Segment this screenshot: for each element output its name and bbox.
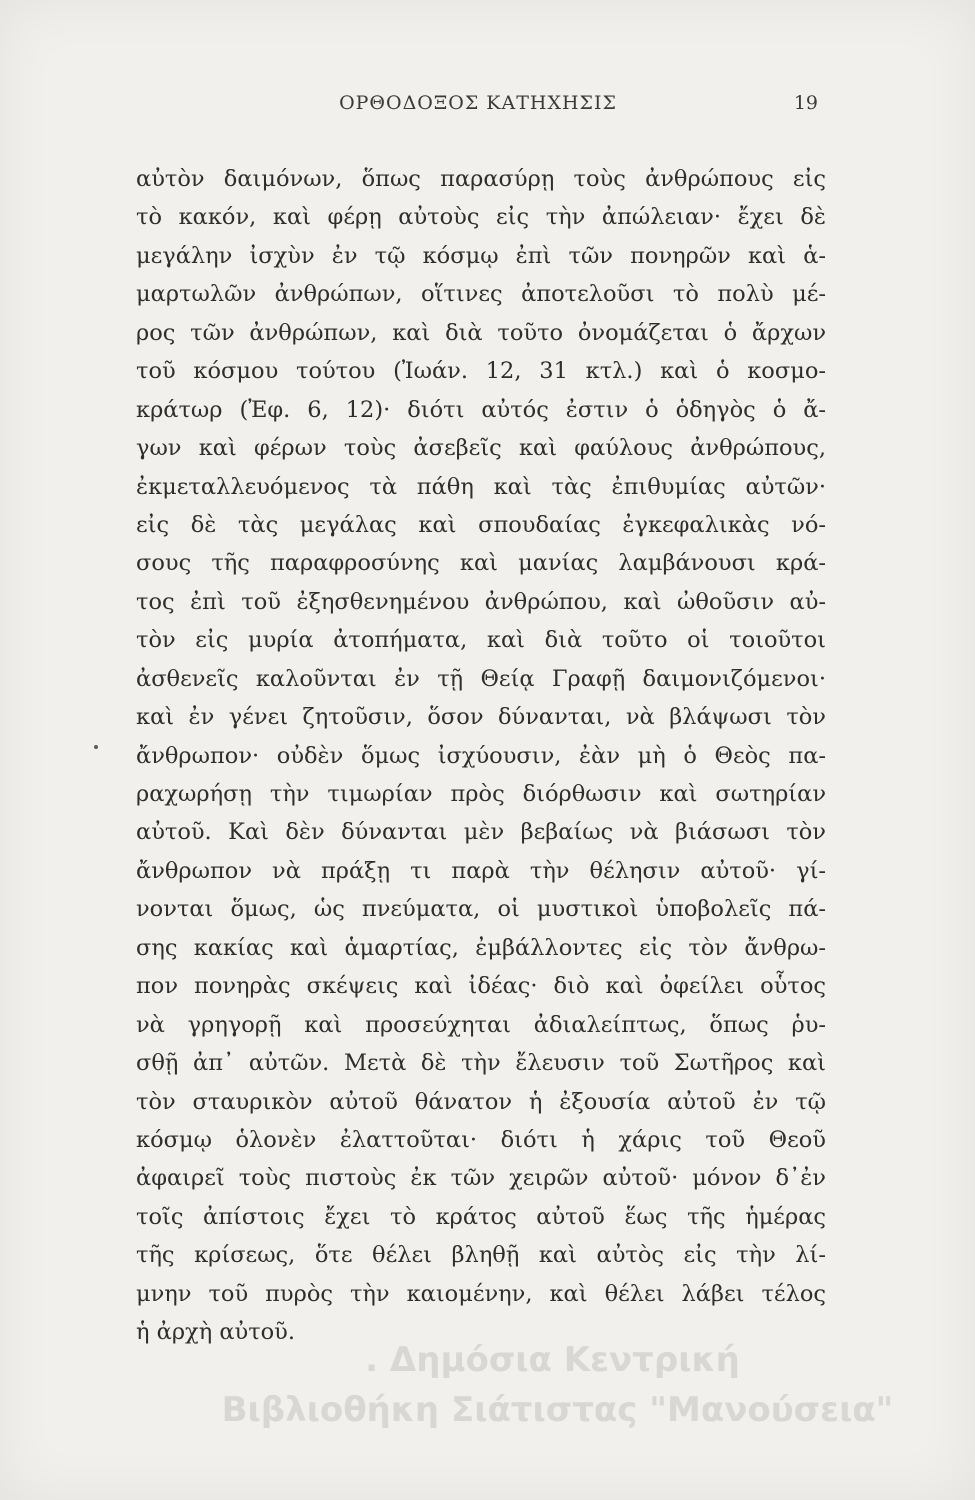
- text-line: μαρτωλῶν ἀνθρώπων, οἵτινες ἀποτελοῦσι τὸ πολὺ μέ-: [136, 281, 826, 308]
- body-text: [136, 160, 826, 1352]
- text-line: κόσμῳ ὁλονὲν ἐλαττοῦται· διότι ἡ χάρις τοῦ Θεοῦ: [136, 1126, 826, 1153]
- text-line: εἰς δὲ τὰς μεγάλας καὶ σπουδαίας ἐγκεφαλικὰς νό-: [136, 511, 826, 538]
- margin-mark: [94, 745, 98, 749]
- text-line: νονται ὅμως, ὡς πνεύματα, οἱ μυστικοὶ ὑποβολεῖς πά-: [136, 896, 826, 923]
- text-line: καὶ ἐν γένει ζητοῦσιν, ὅσον δύνανται, νὰ βλάψωσι τὸν: [136, 704, 826, 731]
- text-line: σης κακίας καὶ ἁμαρτίας, ἐμβάλλοντες εἰς τὸν ἄνθρω-: [136, 934, 826, 961]
- text-line: ἡ ἀρχὴ αὐτοῦ.: [136, 1319, 296, 1346]
- text-line: αὐτὸν δαιμόνων, ὅπως παρασύρῃ τοὺς ἀνθρώπους εἰς: [136, 166, 826, 192]
- text-line: τοῖς ἀπίστοις ἔχει τὸ κράτος αὐτοῦ ἕως τῆς ἡμέρας: [136, 1203, 826, 1230]
- text-line: ἄνθρωπον νὰ πράξῃ τι παρὰ τὴν θέλησιν αὐτοῦ· γί-: [136, 857, 826, 884]
- text-line: μνην τοῦ πυρὸς τὴν καιομένην, καὶ θέλει λάβει τέλος: [136, 1280, 826, 1307]
- text-line: ἐκμεταλλευόμενος τὰ πάθη καὶ τὰς ἐπιθυμίας αὐτῶν·: [136, 473, 826, 500]
- text-line: σθῇ ἀπ᾿ αὐτῶν. Μετὰ δὲ τὴν ἔλευσιν τοῦ Σωτῆρος καὶ: [136, 1050, 826, 1077]
- text-line: αὐτοῦ. Καὶ δὲν δύνανται μὲν βεβαίως νὰ βιάσωσι τὸν: [136, 819, 826, 846]
- text-line: τῆς κρίσεως, ὅτε θέλει βληθῇ καὶ αὐτὸς εἰς τὴν λί-: [136, 1242, 826, 1269]
- page-number: 19: [793, 92, 818, 114]
- text-line: νὰ γρηγορῇ καὶ προσεύχηται ἀδιαλείπτως, ὅπως ῥυ-: [136, 1011, 826, 1038]
- page-header: [138, 92, 818, 122]
- text-line: ἀφαιρεῖ τοὺς πιστοὺς ἐκ τῶν χειρῶν αὐτοῦ· μόνον δ᾿ἐν: [136, 1165, 826, 1192]
- text-line: κράτωρ (Ἐφ. 6, 12)· διότι αὐτός ἐστιν ὁ ὁδηγὸς ὁ ἄ-: [136, 396, 826, 423]
- text-line: πον πονηρὰς σκέψεις καὶ ἰδέας· διὸ καὶ ὀφείλει οὗτος: [136, 973, 826, 1000]
- text-line: τὸν εἰς μυρία ἀτοπήματα, καὶ διὰ τοῦτο οἱ τοιοῦτοι: [136, 627, 826, 654]
- text-line: τοῦ κόσμου τούτου (Ἰωάν. 12, 31 κτλ.) καὶ ὁ κοσμο-: [136, 358, 826, 385]
- text-line: ραχωρήσῃ τὴν τιμωρίαν πρὸς διόρθωσιν καὶ σωτηρίαν: [136, 781, 826, 807]
- text-line: ρος τῶν ἀνθρώπων, καὶ διὰ τοῦτο ὀνομάζεται ὁ ἄρχων: [136, 319, 826, 346]
- text-line: τὸν σταυρικὸν αὐτοῦ θάνατον ἡ ἐξουσία αὐτοῦ ἐν τῷ: [136, 1088, 826, 1115]
- text-line: τος ἐπὶ τοῦ ἐξησθενημένου ἀνθρώπου, καὶ ὠθοῦσιν αὐ-: [136, 588, 826, 615]
- running-title: ΟΡΘΟΔΟΞΟΣ ΚΑΤΗΧΗΣΙΣ: [339, 92, 617, 114]
- text-line: μεγάλην ἰσχὺν ἐν τῷ κόσμῳ ἐπὶ τῶν πονηρῶν καὶ ἁ-: [136, 242, 826, 269]
- text-line: γων καὶ φέρων τοὺς ἀσεβεῖς καὶ φαύλους ἀνθρώπους,: [136, 435, 826, 462]
- watermark-line-1: . Δημόσια Κεντρική: [365, 1340, 740, 1380]
- text-line: ἄνθρωπον· οὐδὲν ὅμως ἰσχύουσιν, ἐὰν μὴ ὁ Θεὸς πα-: [136, 742, 826, 769]
- text-line: τὸ κακόν, καὶ φέρῃ αὐτοὺς εἰς τὴν ἀπώλειαν· ἔχει δὲ: [136, 204, 826, 231]
- text-line: σους τῆς παραφροσύνης καὶ μανίας λαμβάνουσι κρά-: [136, 550, 826, 577]
- watermark-line-2: Βιβλιοθήκη Σιάτιστας "Μανούσεια": [221, 1390, 894, 1430]
- text-line: ἀσθενεῖς καλοῦνται ἐν τῇ Θείᾳ Γραφῇ δαιμονιζόμενοι·: [136, 665, 826, 692]
